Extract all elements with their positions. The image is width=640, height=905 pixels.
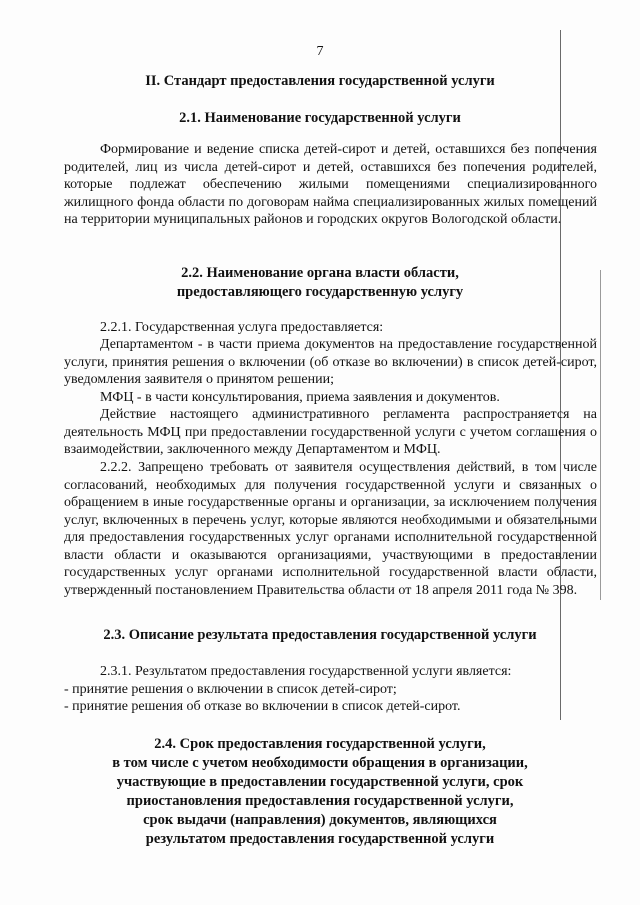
subsection-2-4-title-line: приостановления предоставления государственной услуги, bbox=[126, 793, 514, 809]
subsection-2-1-title: 2.1. Наименование государственной услуги bbox=[179, 110, 461, 126]
subsection-2-4-title-line: 2.4. Срок предоставления государственной услуги, bbox=[154, 736, 486, 752]
subsection-2-4-title-line: срок выдачи (направления) документов, являющихся bbox=[143, 812, 497, 828]
section-title: II. Стандарт предоставления государственной услуги bbox=[145, 73, 495, 89]
page-number: 7 bbox=[316, 44, 324, 59]
paragraph-2-1: Формирование и ведение списка детей-сирот и детей, оставшихся без попечения родителей, лиц из числа детей-сирот и детей, оставшихся без попечения родителей, которые подлежат обеспечению жилыми помещениями специализированного жилищного фонда области по договорам найма специализированных жилых помещений на территории муниципальных районов и городских округов Вологодской области. bbox=[64, 142, 597, 227]
subsection-2-4-title-line: в том числе с учетом необходимости обращения в организации, bbox=[112, 755, 528, 771]
paragraph-2-2-1: 2.2.1. Государственная услуга предоставляется: bbox=[100, 320, 384, 335]
subsection-2-4-title-line: результатом предоставления государственной услуги bbox=[145, 831, 495, 847]
paragraph-mfc: МФЦ - в части консультирования, приема заявления и документов. bbox=[100, 390, 500, 405]
subsection-2-4-title-line: участвующие в предоставлении государственной услуги, срок bbox=[116, 774, 524, 790]
paragraph-2-3-1: 2.3.1. Результатом предоставления государственной услуги является: bbox=[100, 664, 512, 679]
paragraph-2-2-2: 2.2.2. Запрещено требовать от заявителя осуществления действий, в том числе согласований, необходимых для получения государственной услуги и связанных о обращением в иные государственные органы и организации, за исключением получения услуг, включенных в перечень услуг, которые являются необходимыми и обязательными для предоставления государственных услуг органами исполнительной государственной власти области и оказываются организациями, участвующими в предоставлении государственных услуг органами исполнительной государственной власти области, утвержденный постановлением Правительства области от 18 апреля 2011 года № 398. bbox=[64, 460, 597, 598]
scan-artifact-line bbox=[600, 270, 601, 600]
subsection-2-2-title-line1: 2.2. Наименование органа власти области, bbox=[181, 265, 459, 281]
paragraph-regulation-scope: Действие настоящего административного регламента распространяется на деятельность МФЦ при предоставлении государственной услуги с учетом соглашения о взаимодействии, заключенного между Департаментом и МФЦ. bbox=[64, 407, 597, 457]
result-item-refusal: - принятие решения об отказе во включении в список детей-сирот. bbox=[64, 699, 461, 714]
result-item-inclusion: - принятие решения о включении в список детей-сирот; bbox=[64, 682, 397, 697]
subsection-2-3-title: 2.3. Описание результата предоставления государственной услуги bbox=[103, 627, 537, 643]
subsection-2-2-title-line2: предоставляющего государственную услугу bbox=[176, 284, 464, 300]
paragraph-department: Департаментом - в части приема документов на предоставление государственной услуги, принятия решения о включении (об отказе во включении) в список детей-сирот, уведомления заявителя о принятом решении; bbox=[64, 337, 597, 387]
